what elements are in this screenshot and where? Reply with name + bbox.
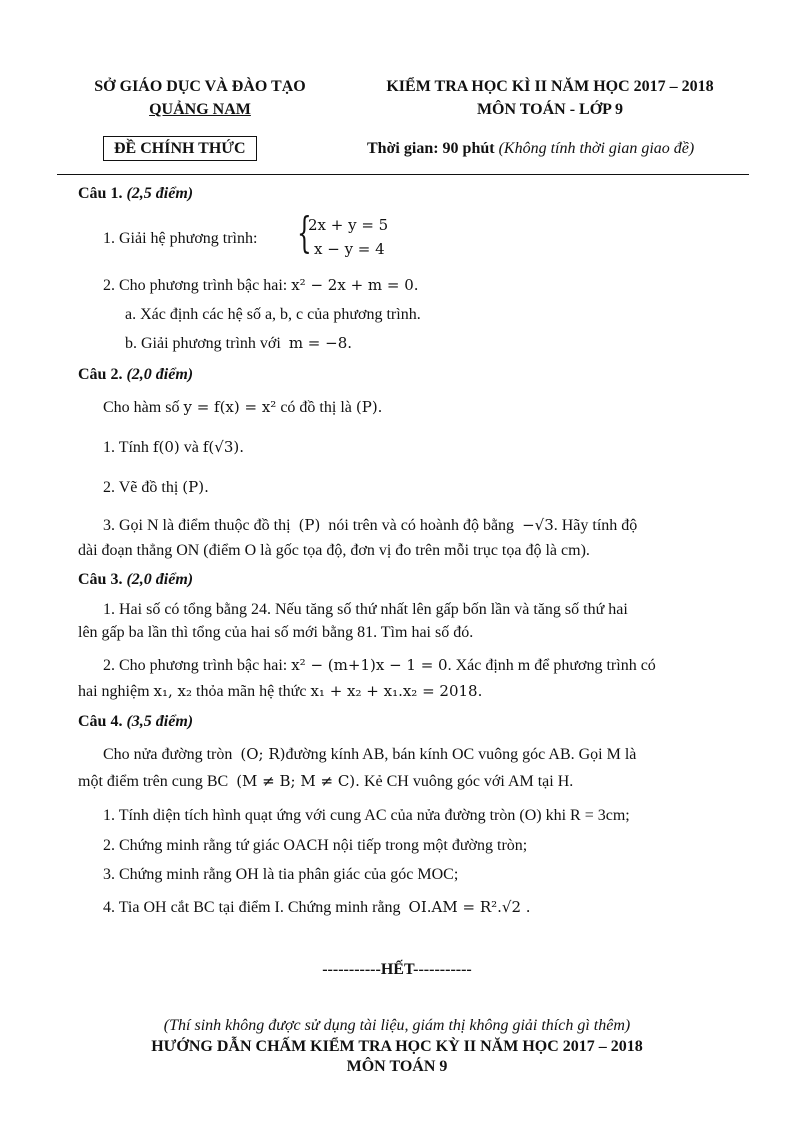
q2-part3-line2: dài đoạn thẳng ON (điểm O là gốc tọa độ, đơn vị đo trên mỗi trục tọa độ là cm).	[78, 542, 590, 559]
q3-part2-line1: 2. Cho phương trình bậc hai: x² − (m+1)x − 1 = 0. Xác định m để phương trình có	[103, 656, 656, 674]
exam-subject: MÔN TOÁN - LỚP 9	[476, 101, 624, 118]
q2-part3-line1: 3. Gọi N là điểm thuộc đồ thị (P) nói trên và có hoành độ bằng −√3. Hãy tính độ	[103, 516, 638, 534]
q1-part2a: a. Xác định các hệ số a, b, c của phương trình.	[125, 306, 421, 323]
system-eq2: x − y = 4	[314, 240, 385, 258]
q1-part2: 2. Cho phương trình bậc hai: x² − 2x + m = 0.	[103, 276, 419, 294]
province-name: QUẢNG NAM	[149, 101, 251, 118]
q2-intro: Cho hàm số y = f(x) = x² có đồ thị là (P).	[103, 398, 383, 416]
q4-intro-line2: một điểm trên cung BC (M ≠ B; M ≠ C). Kẻ CH vuông góc với AM tại H.	[78, 772, 574, 790]
end-marker: -----------HẾT-----------	[322, 961, 472, 978]
question-2-heading: Câu 2. (2,0 điểm)	[78, 366, 194, 383]
system-eq1: 2x + y = 5	[308, 216, 389, 234]
question-1-heading: Câu 1. (2,5 điểm)	[78, 185, 194, 202]
system-brace: {	[297, 208, 312, 257]
official-exam-label: ĐỀ CHÍNH THỨC	[103, 136, 257, 161]
q2-part1: 1. Tính f(0) và f(√3).	[103, 438, 244, 456]
q1-part1-text: 1. Giải hệ phương trình:	[103, 230, 258, 247]
question-4-heading: Câu 4. (3,5 điểm)	[78, 713, 194, 730]
q1-part2b: b. Giải phương trình với m = −8.	[125, 334, 353, 352]
q4-item-2: 2. Chứng minh rằng tứ giác OACH nội tiếp trong một đường tròn;	[103, 837, 528, 854]
header-divider	[57, 174, 749, 175]
exam-time: Thời gian: 90 phút (Không tính thời gian giao đề)	[367, 140, 695, 157]
q4-item-1: 1. Tính diện tích hình quạt ứng với cung AC của nửa đường tròn (O) khi R = 3cm;	[103, 807, 630, 824]
exam-title: KIỂM TRA HỌC KÌ II NĂM HỌC 2017 – 2018	[386, 78, 714, 95]
q2-part2: 2. Vẽ đồ thị (P).	[103, 478, 209, 496]
question-3-heading: Câu 3. (2,0 điểm)	[78, 571, 194, 588]
q3-part1-line2: lên gấp ba lần thì tổng của hai số mới bằng 81. Tìm hai số đó.	[78, 624, 474, 641]
candidate-note: (Thí sinh không được sử dụng tài liệu, giám thị không giải thích gì thêm)	[163, 1017, 631, 1034]
q3-part2-line2: hai nghiệm x₁, x₂ thỏa mãn hệ thức x₁ + x₂ + x₁.x₂ = 2018.	[78, 682, 483, 700]
grading-guide-subject: MÔN TOÁN 9	[346, 1058, 448, 1075]
q4-item-4: 4. Tia OH cắt BC tại điểm I. Chứng minh rằng OI.AM = R².√2 .	[103, 898, 531, 916]
grading-guide-title: HƯỚNG DẪN CHẤM KIỂM TRA HỌC KỲ II NĂM HỌC 2017 – 2018	[151, 1038, 643, 1055]
q4-intro-line1: Cho nửa đường tròn (O; R)đường kính AB, bán kính OC vuông góc AB. Gọi M là	[103, 745, 637, 763]
q4-item-3: 3. Chứng minh rằng OH là tia phân giác của góc MOC;	[103, 866, 459, 883]
education-department: SỞ GIÁO DỤC VÀ ĐÀO TẠO	[94, 78, 306, 95]
q3-part1-line1: 1. Hai số có tổng bằng 24. Nếu tăng số thứ nhất lên gấp bốn lần và tăng số thứ hai	[103, 601, 628, 618]
